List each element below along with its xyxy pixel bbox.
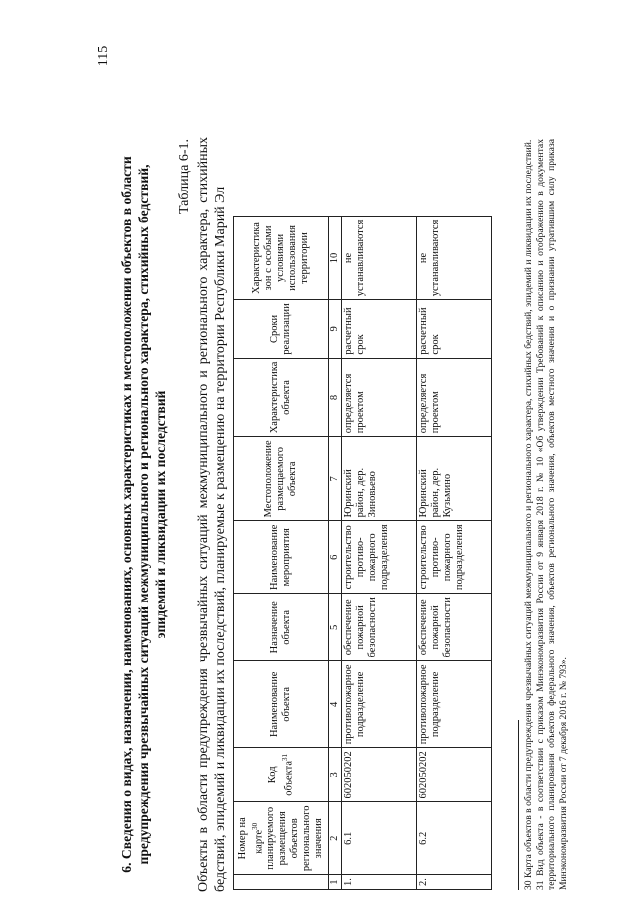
header-cell: Наименование объекта [234,661,329,748]
col-number: 10 [329,216,342,300]
col-number: 2 [329,802,342,875]
col-number: 5 [329,594,342,661]
header-cell: Наименование мероприятия [234,521,329,594]
object-name: противопожарное подразделение [342,661,417,748]
header-cell: Назначение объекта [234,594,329,661]
header-map-number: Номер на карте$^{30}$ планируемого размещения объектов регионального значения [234,802,329,875]
object-code: 602050202 [342,748,417,802]
object-location: Юринский район, дер. Кузьмино [417,437,492,521]
footnote-divider [518,720,519,890]
col-number: 1 [329,875,342,890]
col-number: 6 [329,521,342,594]
footnotes [523,139,569,890]
col-number: 7 [329,437,342,521]
section-heading: 6. Сведения о видах, назначении, наименованиях, основных характеристиках и местоположении объектов в области предупреждения чрезвычайных ситуаций межмуниципального и регионального характера, стихийных бедствий, эпидемий и ликвидации их последствий [119,156,168,873]
map-number: 6.1 [342,802,417,875]
header-cell: Характеристика объекта [234,358,329,437]
object-name: противопожарное подразделение [417,661,492,748]
table-row [342,216,417,889]
row-index: 2. [417,875,492,890]
footnote-31: 31 Вид объекта - в соответствии с приказом Минэкономразвития России от 9 января 2018 г. № 10 «Об утверждении Требований к описанию и отображению в документах территориального планирования объектов федерального значения, объектов регионального значения, объектов местного значения и о признании утратившим силу приказа Минэкономразвития России от 7 декабря 2016 г. № 793». [534,139,569,890]
objects-table [233,216,492,890]
col-number: 3 [329,748,342,802]
zone-characteristic: не устанавливаются [417,216,492,300]
page-number: 115 [96,45,112,67]
table-label: Таблица 6-1. [177,139,192,215]
object-purpose: обеспечение пожарной безопасности [342,594,417,661]
header-object-code: Код объекта$^{31}$ [234,748,329,802]
col-number: 9 [329,300,342,358]
table-header-row [234,216,329,889]
measure-name: строительство противо-пожарного подразделения [417,521,492,594]
table-row [417,216,492,889]
object-location: Юринский район, дер. Зиновьево [342,437,417,521]
object-purpose: обеспечение пожарной безопасности [417,594,492,661]
object-code: 602050202 [417,748,492,802]
table-caption: Объекты в области предупреждения чрезвычайных ситуаций межмуниципального и регионального характера, стихийных бедствий, эпидемий и ликвидации их последствий, планируемые к размещению на территории Республики Марий Эл [196,137,228,892]
row-index: 1. [342,875,417,890]
implementation-term: расчетный срок [342,300,417,358]
col-number: 8 [329,358,342,437]
footnote-30: 30 Карта объектов в области предупреждения чрезвычайных ситуаций межмуниципального и регионального характера, стихийных бедствий, эпидемий и ликвидации их последствий. [523,139,534,890]
map-number: 6.2 [417,802,492,875]
document-body [118,137,618,892]
object-characteristic: определяется проектом [417,358,492,437]
header-cell: Местоположение размещаемого объекта [234,437,329,521]
column-number-row [329,216,342,889]
header-cell [234,875,329,890]
header-cell: Характеристика зон с особыми условиями использования территории [234,216,329,300]
header-cell: Сроки реализации [234,300,329,358]
implementation-term: расчетный срок [417,300,492,358]
measure-name: строительство противо-пожарного подразделения [342,521,417,594]
zone-characteristic: не устанавливаются [342,216,417,300]
col-number: 4 [329,661,342,748]
object-characteristic: определяется проектом [342,358,417,437]
